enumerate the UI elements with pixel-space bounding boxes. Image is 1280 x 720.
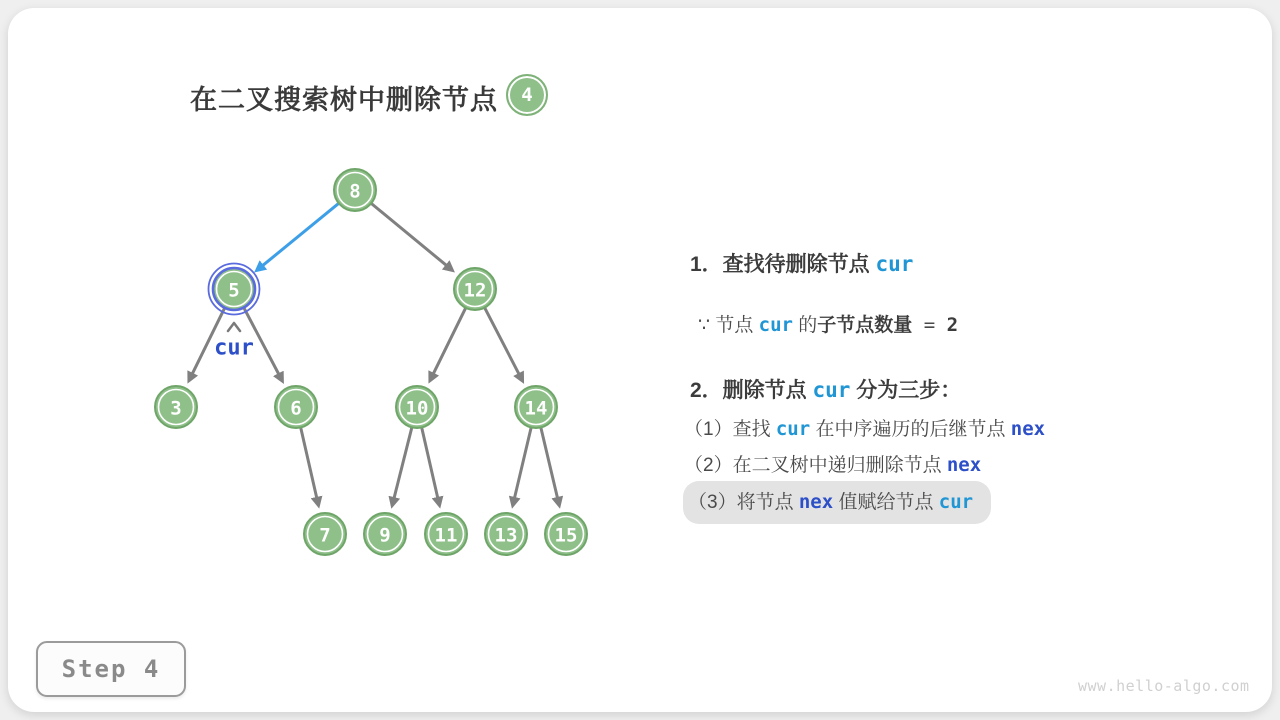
nex-token: nex (1010, 418, 1046, 440)
panel-text: （1）查找 (684, 419, 776, 440)
panel-text: = (912, 314, 947, 336)
cur-token: cur (812, 378, 851, 402)
panel-line-6 (683, 481, 991, 524)
tree-node-value: 8 (349, 180, 361, 203)
panel-text: （2）在二叉树中递归删除节点 (684, 455, 947, 476)
panel-line-3 (690, 375, 961, 406)
cur-pointer-label: cur (214, 335, 254, 361)
panel-line-5 (684, 450, 981, 481)
cur-token: cur (758, 314, 793, 336)
panel-line-2 (698, 310, 958, 341)
tree-node-value: 10 (405, 397, 429, 420)
tree-node-value: 11 (434, 524, 458, 547)
tree-node-value: 3 (170, 397, 182, 420)
tree-node-value: 6 (290, 397, 302, 420)
tree-node-value: 9 (379, 524, 391, 547)
step-number-badge: 4 (506, 74, 548, 116)
panel-text: 值赋给节点 (833, 492, 939, 513)
panel-line-4 (684, 414, 1045, 445)
nex-token: nex (798, 491, 834, 513)
panel-text: ∵ 节点 (698, 315, 759, 336)
tree-node-value: 15 (554, 524, 578, 547)
panel-text: 2．删除节点 (690, 379, 813, 402)
cur-token: cur (775, 418, 811, 440)
panel-text: 分为三步： (850, 379, 962, 402)
panel-text: 在中序遍历的后继节点 (810, 419, 1011, 440)
step-label: Step 4 (61, 655, 161, 683)
panel-text: （3）将节点 (688, 492, 799, 513)
panel-text: 子节点数量 (817, 315, 913, 336)
tree-node-value: 7 (319, 524, 331, 547)
tree-node-value: 13 (494, 524, 518, 547)
panel-text: 1．查找待删除节点 (690, 253, 876, 276)
tree-node-value: 5 (228, 279, 240, 302)
panel-text: 2 (946, 314, 959, 336)
nex-token: nex (946, 454, 982, 476)
tree-node-value: 12 (463, 279, 487, 302)
tree-node-value: 14 (524, 397, 548, 420)
watermark: www.hello-algo.com (1078, 677, 1250, 695)
cur-token: cur (938, 491, 974, 513)
panel-text: 的 (792, 315, 818, 336)
panel-line-1 (690, 249, 913, 280)
step-box (36, 641, 186, 697)
cur-token: cur (875, 252, 914, 276)
page-title: 在二叉搜索树中删除节点 (190, 85, 498, 115)
